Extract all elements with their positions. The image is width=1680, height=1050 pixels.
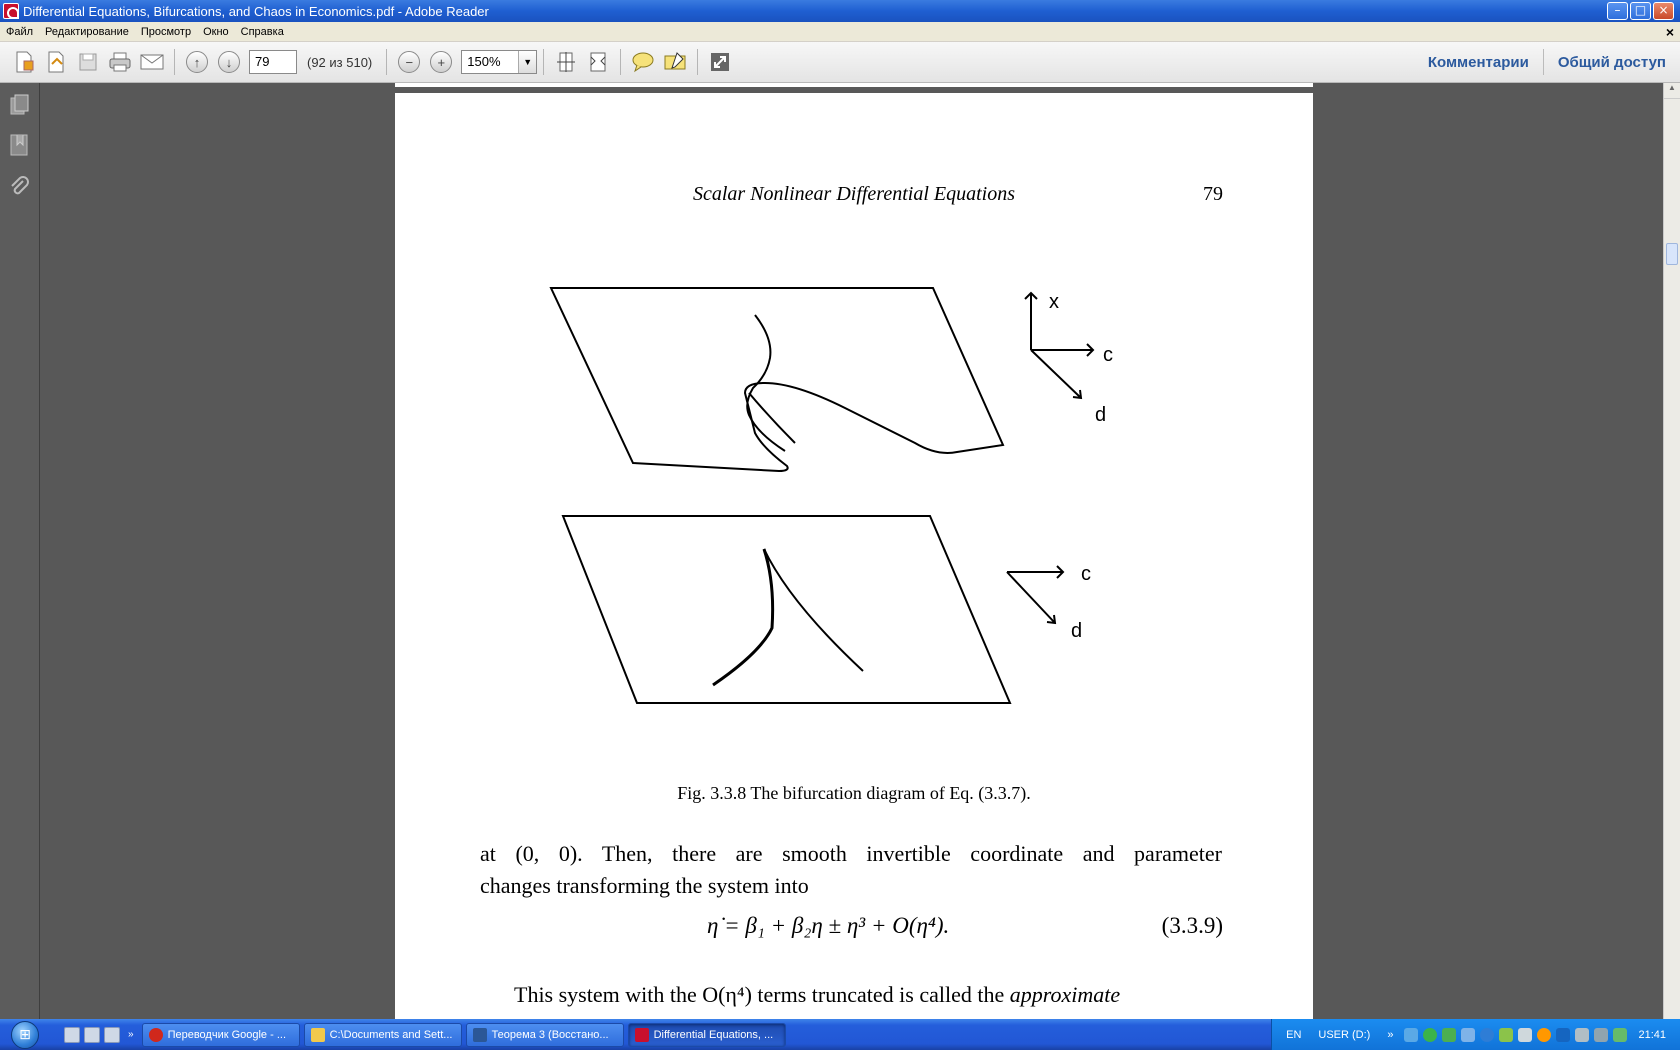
comments-link[interactable]: Комментарии: [1427, 53, 1529, 71]
toolbar-separator: [620, 49, 621, 75]
windows-logo-icon: ⊞: [11, 1021, 39, 1049]
taskbar-item-word[interactable]: [466, 1023, 624, 1047]
paragraph-line: at (0, 0). Then, there are smooth invertible coordinate and parameter: [480, 841, 1222, 866]
taskbar-item-label: Differential Equations, ...: [653, 1028, 774, 1041]
start-button[interactable]: [0, 1019, 50, 1050]
axis-label-x: x: [1049, 291, 1059, 313]
download-icon[interactable]: [1442, 1028, 1456, 1042]
page-number: 79: [1203, 183, 1223, 205]
security-icon[interactable]: [1499, 1028, 1513, 1042]
axis-label-c: c: [1103, 344, 1113, 366]
toolbar-separator: [543, 49, 544, 75]
bifurcation-figure: [545, 283, 1185, 723]
toolbar-separator: [697, 49, 698, 75]
tray-chevron[interactable]: »: [1387, 1028, 1394, 1041]
fit-width-icon[interactable]: [585, 49, 611, 75]
volume-icon[interactable]: [1518, 1028, 1532, 1042]
zoom-in-button[interactable]: +: [430, 51, 452, 73]
monitor-icon[interactable]: [1461, 1028, 1475, 1042]
window-title: Differential Equations, Bifurcations, and Chaos in Economics.pdf - Adobe Reader: [23, 3, 489, 19]
running-head: Scalar Nonlinear Differential Equations: [692, 183, 1016, 205]
toolbar-separator: [386, 49, 387, 75]
next-page-button[interactable]: ↓: [218, 51, 240, 73]
zoom-out-button[interactable]: −: [398, 51, 420, 73]
equation-body: η̇ = β₁ + β₂η ± η³ + O(η⁴).: [707, 913, 950, 938]
taskbar-item-label: Теорема 3 (Восстано...: [491, 1028, 609, 1041]
paragraph-line: changes transforming the system into: [480, 873, 809, 898]
highlight-icon[interactable]: [662, 49, 688, 75]
navigation-pane: [0, 83, 40, 1019]
zoom-select[interactable]: [461, 50, 537, 74]
taskbar: [0, 1019, 1680, 1050]
create-pdf-icon[interactable]: [11, 49, 37, 75]
figure-caption: Fig. 3.3.8 The bifurcation diagram of Eq. (3.3.7).: [677, 783, 1031, 803]
equation-number: (3.3.9): [1161, 913, 1223, 938]
page-number-input[interactable]: 79: [249, 50, 297, 74]
open-file-icon[interactable]: [43, 49, 69, 75]
taskbar-item-opera[interactable]: [142, 1023, 300, 1047]
sync-icon[interactable]: [1575, 1028, 1589, 1042]
axis-label-d: d: [1095, 404, 1107, 426]
explorer-icon[interactable]: [84, 1027, 100, 1043]
update-icon[interactable]: [1537, 1028, 1551, 1042]
zoom-value[interactable]: 150%: [467, 54, 501, 69]
previous-page-edge: [395, 83, 1313, 87]
speaker-icon[interactable]: [1594, 1028, 1608, 1042]
axis-label-c: c: [1081, 563, 1091, 585]
previous-page-button[interactable]: ↑: [186, 51, 208, 73]
document-close-button[interactable]: ×: [1665, 23, 1674, 40]
nvidia-icon[interactable]: [1613, 1028, 1627, 1042]
menu-window[interactable]: Окно: [203, 25, 229, 38]
scroll-up-icon[interactable]: ▲: [1664, 83, 1680, 99]
adobe-reader-icon: [635, 1028, 649, 1042]
media-icon[interactable]: [104, 1027, 120, 1043]
menu-file[interactable]: Файл: [6, 25, 34, 38]
clock[interactable]: 21:41: [1638, 1028, 1666, 1041]
folder-icon: [311, 1028, 325, 1042]
quick-launch-chevron[interactable]: »: [128, 1029, 134, 1040]
power-icon[interactable]: [1480, 1028, 1494, 1042]
full-screen-icon[interactable]: [707, 49, 733, 75]
menu-help[interactable]: Справка: [240, 25, 284, 38]
drive-label[interactable]: USER (D:): [1318, 1028, 1371, 1041]
taskbar-item-label: Переводчик Google - ...: [167, 1028, 286, 1041]
network-icon[interactable]: [1404, 1028, 1418, 1042]
pdf-page: [395, 93, 1313, 1019]
taskbar-item-label: C:\Documents and Sett...: [329, 1028, 453, 1041]
word-icon: [473, 1028, 487, 1042]
page-count: (92 из 510): [307, 54, 373, 70]
title-bar: [0, 0, 1680, 22]
menu-bar: [0, 22, 1680, 42]
maximize-button[interactable]: □: [1630, 2, 1651, 20]
print-icon[interactable]: [107, 49, 133, 75]
fit-page-icon[interactable]: [553, 49, 579, 75]
taskbar-item-adobe-reader[interactable]: [628, 1023, 786, 1047]
quick-launch: [64, 1027, 120, 1043]
system-tray: [1271, 1019, 1680, 1050]
document-view[interactable]: [41, 83, 1663, 1019]
close-button[interactable]: ×: [1653, 2, 1674, 20]
menu-edit[interactable]: Редактирование: [45, 25, 129, 38]
paragraph-italic-text: approximate: [1009, 982, 1121, 1007]
body-paragraph: [480, 979, 1222, 1011]
vertical-scrollbar[interactable]: [1663, 83, 1680, 1019]
menu-view[interactable]: Просмотр: [140, 25, 192, 38]
utorrent-icon[interactable]: [1423, 1028, 1437, 1042]
save-icon[interactable]: [75, 49, 101, 75]
email-icon[interactable]: [139, 49, 165, 75]
axis-label-d: d: [1071, 620, 1083, 642]
minimize-button[interactable]: –: [1607, 2, 1628, 20]
taskbar-item-folder[interactable]: [304, 1023, 462, 1047]
body-paragraph: [480, 838, 1222, 902]
comment-icon[interactable]: [630, 49, 656, 75]
pages-panel-icon[interactable]: [8, 93, 30, 117]
scrollbar-thumb[interactable]: [1666, 243, 1678, 265]
bookmarks-panel-icon[interactable]: [8, 133, 30, 157]
language-indicator[interactable]: EN: [1286, 1028, 1302, 1041]
opera-icon: [149, 1028, 163, 1042]
paragraph-text: This system with the O(η⁴) terms truncated is called the: [514, 982, 1010, 1007]
chevron-down-icon[interactable]: ▼: [518, 51, 536, 73]
keyboard-layout-icon[interactable]: [1556, 1028, 1570, 1042]
toolbar-separator: [174, 49, 175, 75]
toolbar: [0, 42, 1680, 83]
attachments-panel-icon[interactable]: [8, 175, 30, 199]
show-desktop-icon[interactable]: [64, 1027, 80, 1043]
share-link[interactable]: Общий доступ: [1557, 53, 1666, 71]
adobe-reader-icon: [3, 3, 19, 19]
